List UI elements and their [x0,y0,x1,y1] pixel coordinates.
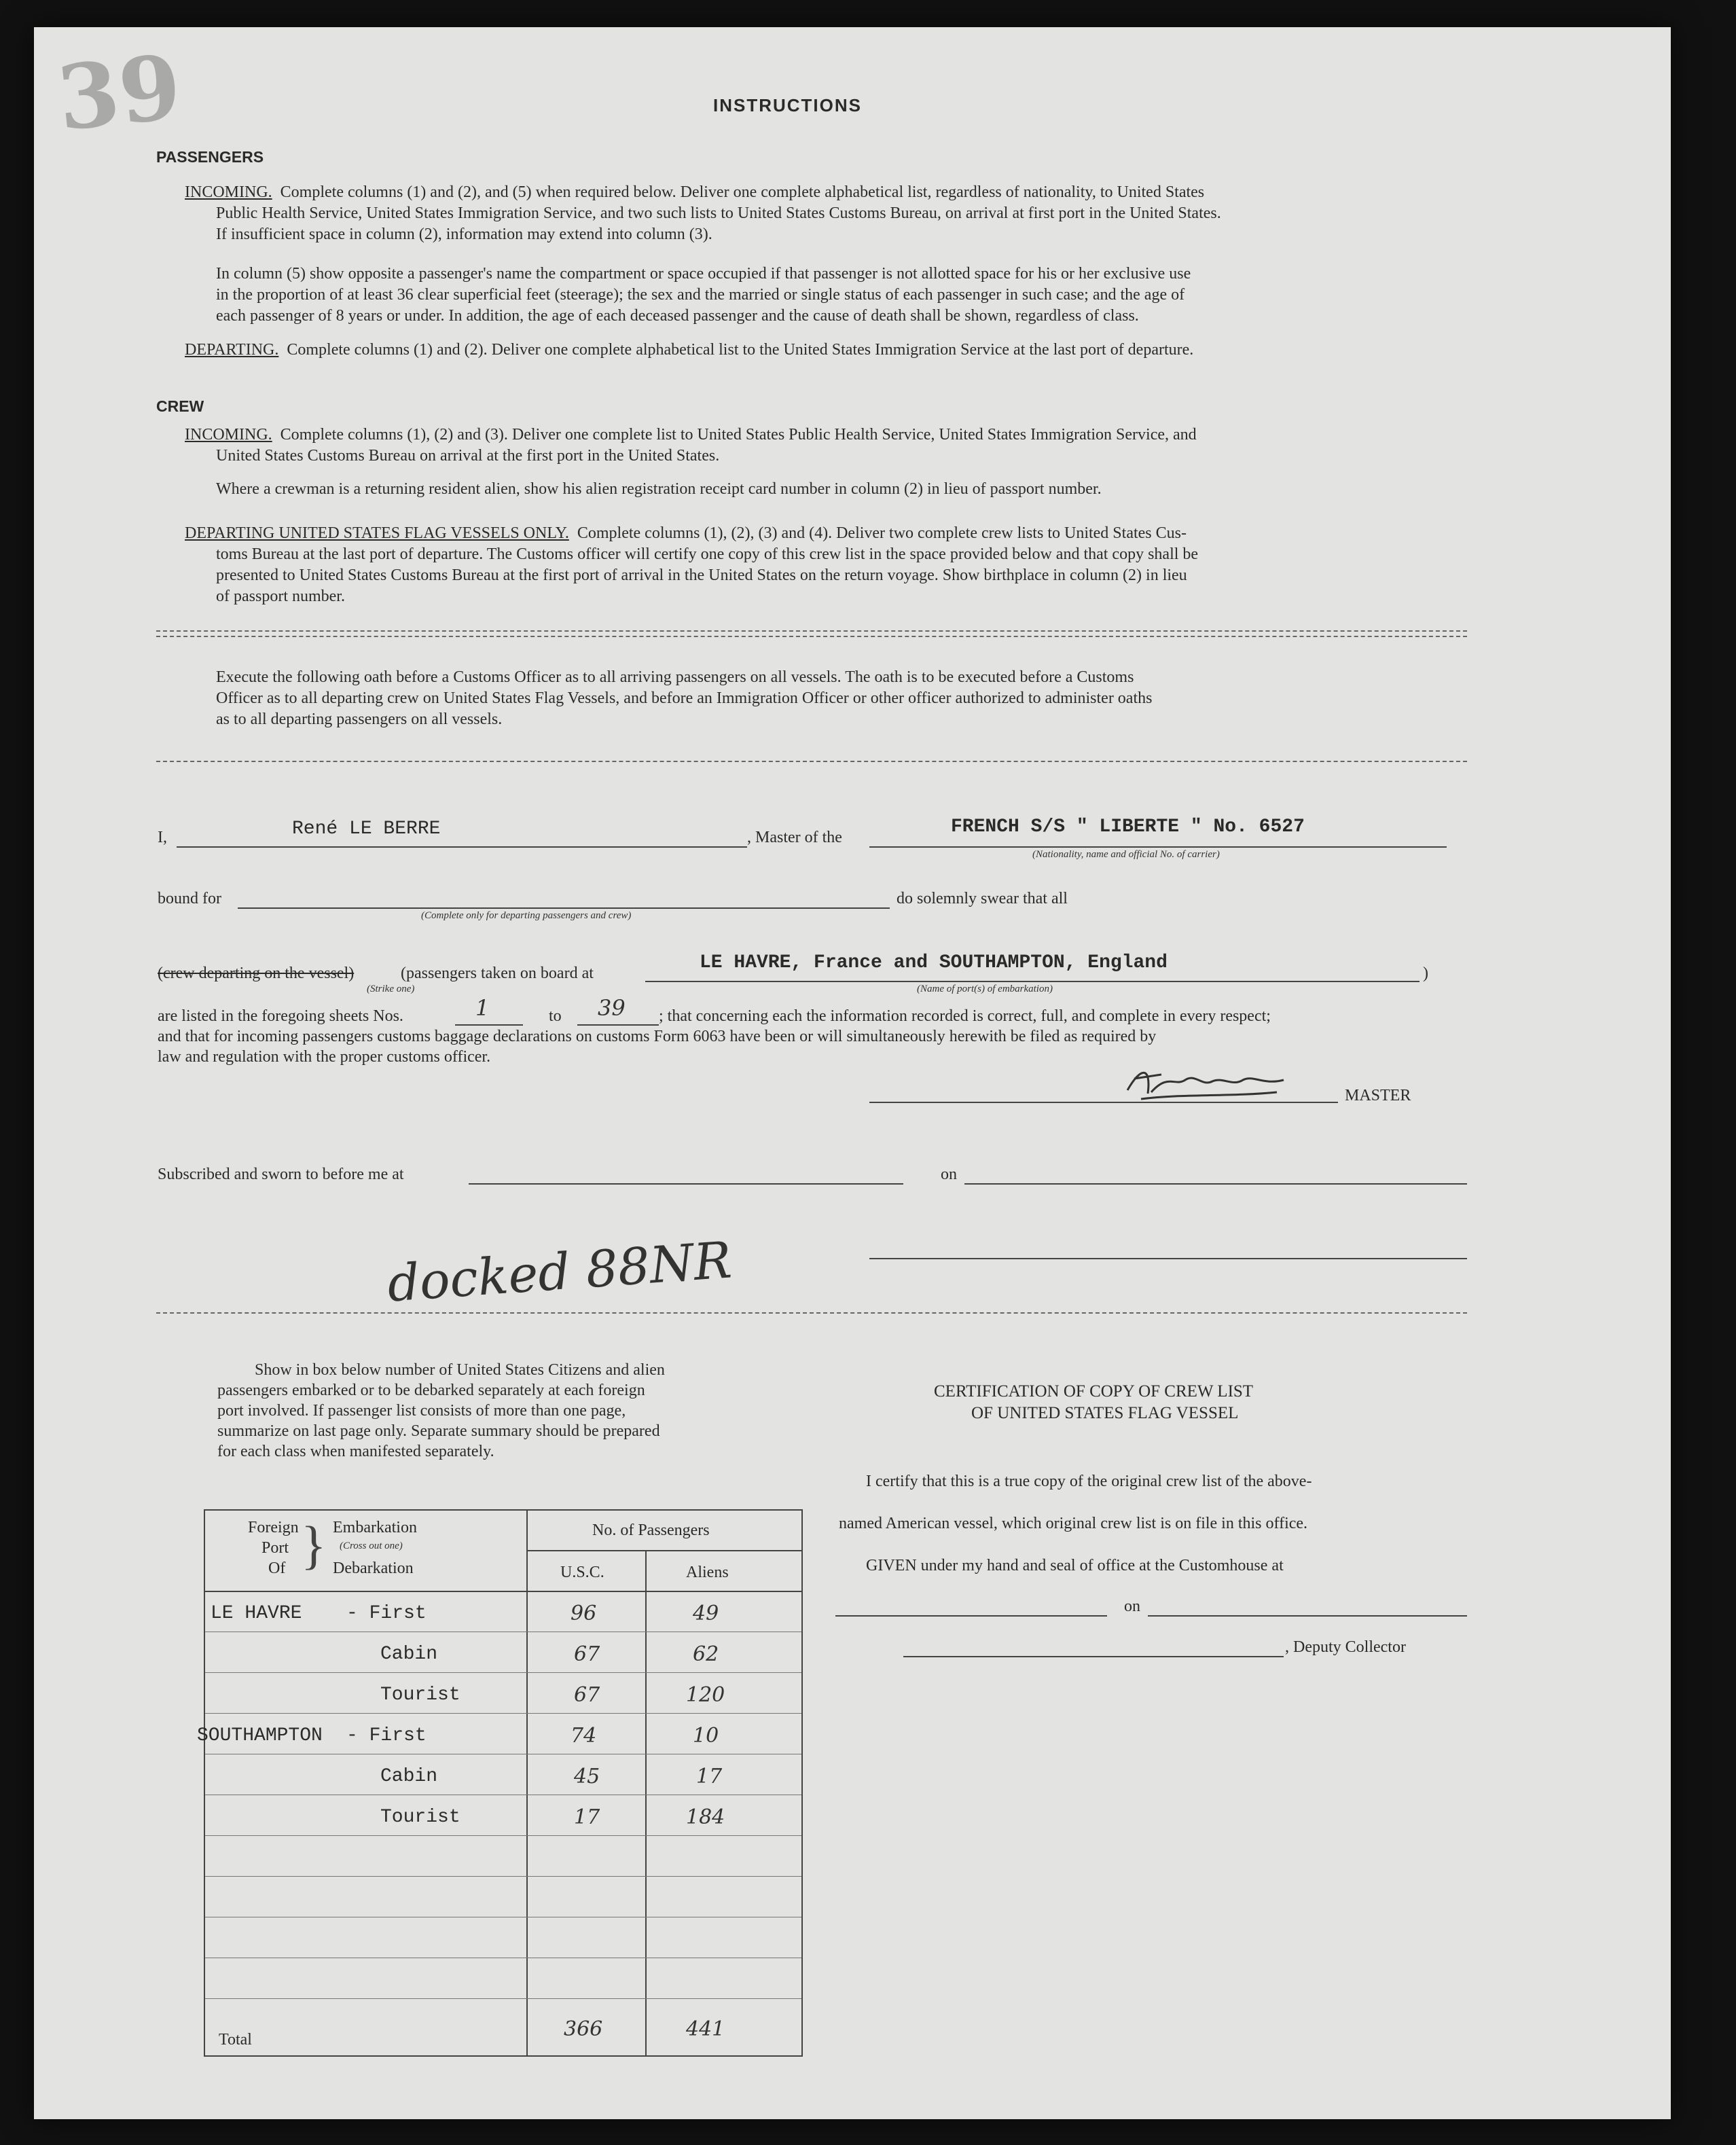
passengers-taken-label: (passengers taken on board at [401,965,594,982]
embarkation-ports: LE HAVRE, France and SOUTHAMPTON, England [700,952,1168,973]
col-divider [645,1550,647,2055]
head-embarkation: Embarkation [333,1519,417,1536]
subscribed-on-label: on [941,1166,957,1183]
row-aliens: 62 [693,1642,719,1666]
row-aliens: 10 [693,1724,719,1748]
summary-intro-3: port involved. If passenger list consists of more than one page, [217,1402,626,1420]
row-divider [205,1713,801,1714]
passengers-incoming-text-1: Complete columns (1) and (2), and (5) when required below. Deliver one complete alphabetical list, regardless of nationality, to United States [280,183,1205,201]
sheet-to: 39 [598,995,626,1021]
crew-incoming-section [185,425,1462,467]
section-divider [156,761,1467,762]
official-signature-line [869,1258,1467,1259]
passengers-departing-text: Complete columns (1) and (2). Deliver one complete alphabetical list to the United States Immigration Service at the last port of departure. [287,341,1194,359]
head-brace: } [301,1515,327,1574]
master-label: MASTER [1345,1087,1411,1104]
ports-line [645,981,1419,982]
crew-departing-struck: (crew departing on the vessel) [158,965,355,982]
certification-title-1: CERTIFICATION OF COPY OF CREW LIST [934,1382,1254,1401]
summary-intro-2: passengers embarked or to be debarked separately at each foreign [217,1382,645,1399]
passengers-incoming-text-3: If insufficient space in column (2), information may extend into column (3). [216,226,712,243]
summary-intro-1: Show in box below number of United States Citizens and alien [255,1361,665,1379]
oath-line-3: law and regulation with the proper customs officer. [158,1048,491,1066]
head-usc: U.S.C. [560,1564,604,1581]
crew-heading: CREW [156,397,204,415]
subscribed-place-line [469,1183,903,1185]
crew-departing-text-3: presented to United States Customs Bureau at the first port of arrival in the United States on the return voyage. Show birthplace in column (2) in lieu [216,566,1187,584]
concerning-text: ; that concerning each the information recorded is correct, full, and complete in every respect; [659,1007,1271,1025]
oath-i-label: I, [158,829,167,846]
subscribed-label: Subscribed and sworn to before me at [158,1166,404,1183]
crew-departing-label: DEPARTING UNITED STATES FLAG VESSELS ONLY. [185,524,569,542]
close-paren: ) [1423,965,1428,982]
subscribed-date-line [964,1183,1467,1185]
deputy-collector-line [903,1656,1284,1657]
column5-text-2: in the proportion of at least 36 clear superficial feet (steerage); the sex and the married or single status of each passenger in such case; and the age of [216,286,1185,304]
passengers-departing-label: DEPARTING. [185,341,279,359]
master-of-label: , Master of the [747,829,842,846]
row-usc: 67 [574,1642,600,1666]
vessel-caption: (Nationality, name and official No. of carrier) [1032,849,1220,860]
row-usc: 17 [574,1805,600,1829]
crew-returning-text: Where a crewman is a returning resident alien, show his alien registration receipt card number in column (2) in lieu of passport number. [216,480,1102,498]
deputy-collector-label: , Deputy Collector [1285,1638,1406,1656]
bound-for-label: bound for [158,890,221,907]
row-divider [205,1876,801,1877]
row-class: - First [346,1725,427,1746]
row-port: SOUTHAMPTON [197,1725,323,1746]
head-cross-caption: (Cross out one) [340,1540,403,1551]
total-usc: 366 [564,2017,603,2041]
row-aliens: 184 [686,1805,725,1829]
row-port: LE HAVRE [211,1603,302,1624]
section-divider [156,636,1467,637]
column5-section [216,264,1466,327]
oath-intro [216,667,1439,730]
passengers-incoming-label: INCOMING. [185,183,272,201]
certification-on-label: on [1124,1598,1140,1615]
master-name: René LE BERRE [292,818,441,840]
crew-incoming-text-2: United States Customs Bureau on arrival at the first port in the United States. [216,447,720,465]
oath-intro-line-3: as to all departing passengers on all vessels. [216,710,503,728]
crew-departing-text-1: Complete columns (1), (2), (3) and (4). Deliver two complete crew lists to United States Cus- [577,524,1187,542]
master-name-line [177,846,747,848]
summary-intro-4: summarize on last page only. Separate summary should be prepared [217,1422,660,1440]
row-divider [205,1672,801,1673]
certification-place-line [835,1615,1107,1617]
certification-text-2: named American vessel, which original crew list is on file in this office. [839,1515,1308,1532]
passengers-departing-section [185,340,1475,361]
column5-text-3: each passenger of 8 years or under. In addition, the age of each deceased passenger and the cause of death shall be shown, regardless of class. [216,307,1139,325]
section-divider [156,630,1467,632]
row-class: - First [346,1603,427,1624]
sheet-to-line [577,1024,659,1026]
swear-label: do solemnly swear that all [897,890,1068,907]
head-of: Of [268,1560,286,1577]
head-port: Port [261,1539,289,1557]
document-page [34,27,1671,2119]
crew-departing-text-4: of passport number. [216,588,345,605]
vessel-line [869,846,1447,848]
bound-for-line [238,907,890,909]
crew-departing-text-2: toms Bureau at the last port of departure. The Customs officer will certify one copy of this crew list in the space provided below and that copy shall be [216,545,1199,563]
master-signature [1121,1060,1297,1107]
row-divider [205,1835,801,1836]
summary-intro [217,1360,795,1462]
row-usc: 96 [571,1602,597,1625]
passengers-heading: PASSENGERS [156,148,264,166]
row-aliens: 120 [686,1683,725,1707]
certification-text-3: GIVEN under my hand and seal of office at the Customhouse at [866,1557,1284,1574]
row-divider [528,1550,801,1551]
vessel-name: FRENCH S/S " LIBERTE " No. 6527 [951,816,1305,837]
head-aliens: Aliens [686,1564,729,1581]
total-aliens: 441 [686,2017,725,2041]
ports-caption: (Name of port(s) of embarkation) [917,984,1053,994]
strike-caption: (Strike one) [367,984,415,994]
oath-intro-line-1: Execute the following oath before a Customs Officer as to all arriving passengers on all vessels. The oath is to be executed before a Customs [216,668,1134,686]
to-label: to [549,1007,562,1025]
sheet-number-stamp: 39 [52,34,186,151]
row-class: Cabin [380,1766,438,1787]
row-usc: 74 [571,1724,597,1748]
sheet-from-line [455,1024,523,1026]
head-debarkation: Debarkation [333,1560,414,1577]
handwritten-docked-note: docked 88NR [385,1231,734,1314]
summary-intro-5: for each class when manifested separately. [217,1443,494,1460]
sheets-label: are listed in the foregoing sheets Nos. [158,1007,403,1025]
oath-line-2: and that for incoming passengers customs baggage declarations on customs Form 6063 have been or will simultaneously herewith be filed as required by [158,1028,1157,1045]
crew-incoming-text-1: Complete columns (1), (2) and (3). Deliver one complete list to United States Public Health Service, United States Immigration Service, and [280,426,1197,444]
row-divider [205,1591,801,1592]
crew-incoming-label: INCOMING. [185,426,272,444]
certification-date-line [1148,1615,1467,1617]
row-usc: 67 [574,1683,600,1707]
row-aliens: 17 [696,1765,723,1788]
section-divider [156,1312,1467,1314]
page-title: INSTRUCTIONS [713,95,862,115]
passengers-incoming-section [185,182,1462,245]
certification-title-2: OF UNITED STATES FLAG VESSEL [971,1404,1239,1422]
passengers-incoming-text-2: Public Health Service, United States Immigration Service, and two such lists to United States Customs Bureau, on arrival at first port in the United States. [216,204,1221,222]
row-usc: 45 [574,1765,600,1788]
row-aliens: 49 [693,1602,719,1625]
bound-for-caption: (Complete only for departing passengers and crew) [421,910,632,921]
total-label: Total [219,2031,252,2049]
sheet-from: 1 [475,995,490,1021]
row-class: Cabin [380,1644,438,1665]
row-class: Tourist [380,1684,460,1706]
crew-departing-section [185,523,1462,607]
row-divider [205,1998,801,1999]
certification-text-1: I certify that this is a true copy of the original crew list of the above- [866,1473,1312,1490]
head-no-passengers: No. of Passengers [592,1521,710,1539]
oath-intro-line-2: Officer as to all departing crew on United States Flag Vessels, and before an Immigration Officer or other officer authorized to administer oaths [216,689,1153,707]
row-class: Tourist [380,1807,460,1828]
column5-text-1: In column (5) show opposite a passenger's name the compartment or space occupied if that passenger is not allotted space for his or her exclusive use [216,265,1191,283]
head-foreign: Foreign [248,1519,299,1536]
